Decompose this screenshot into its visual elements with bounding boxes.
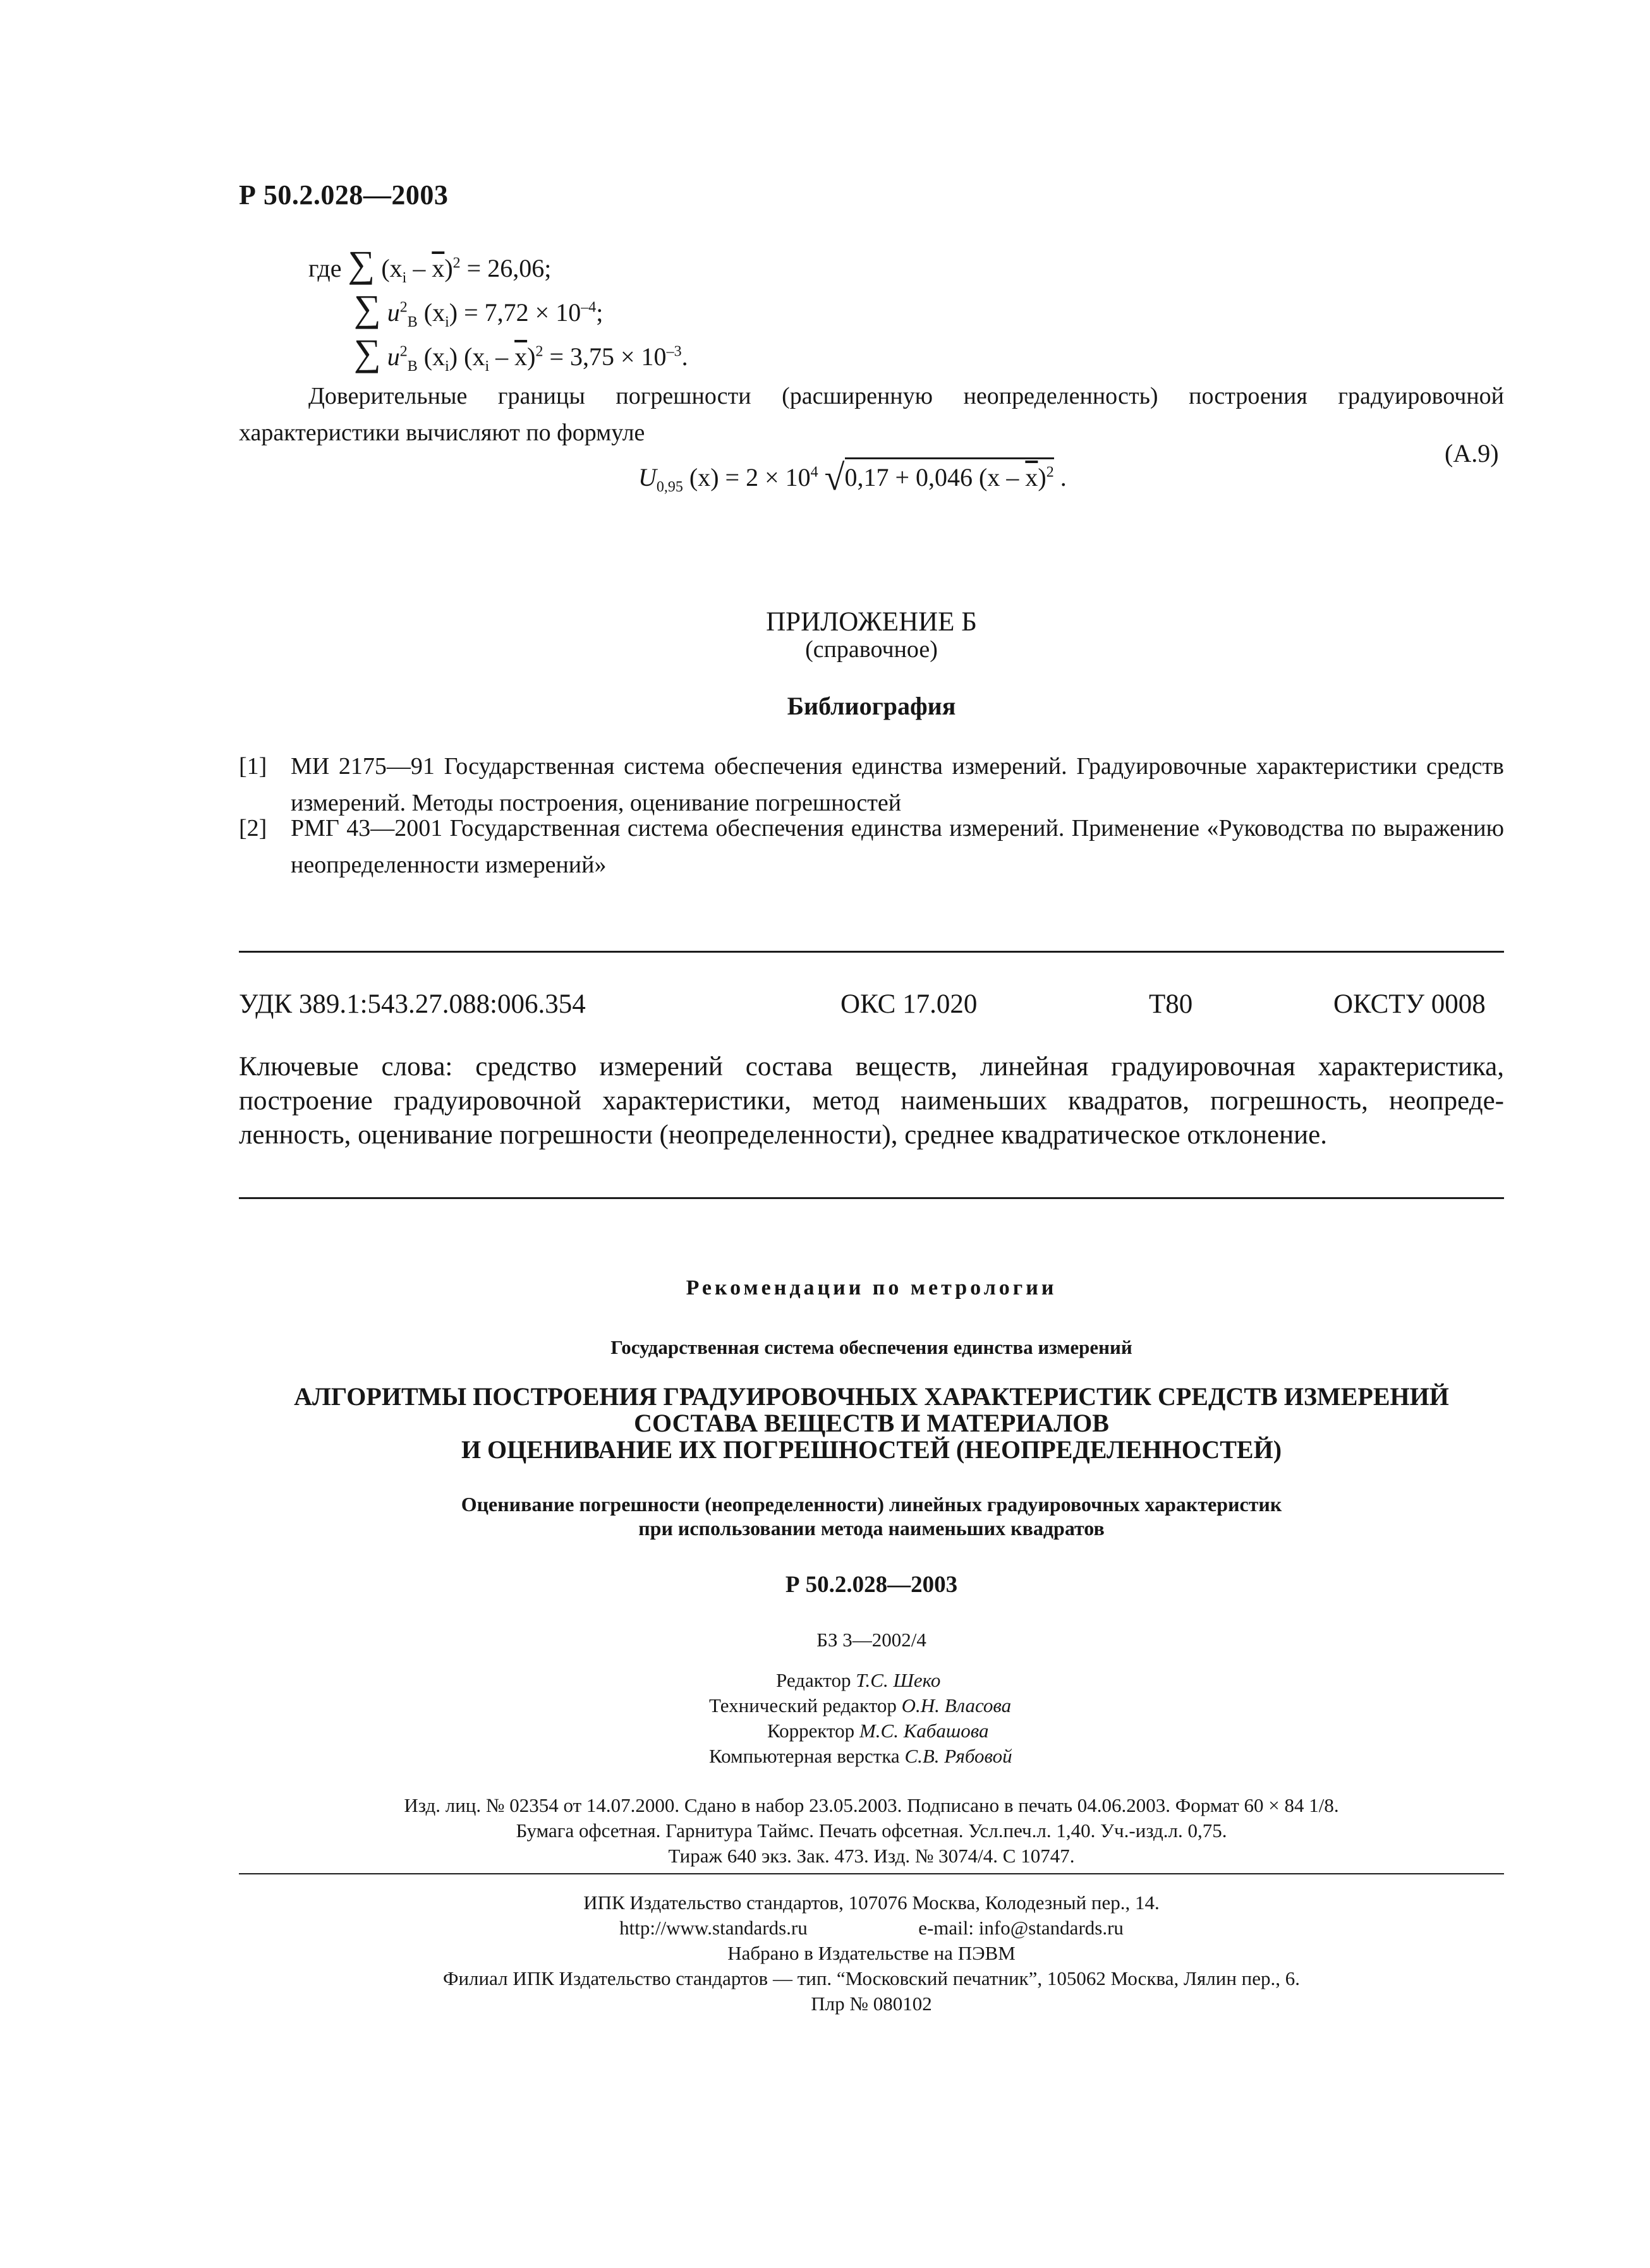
okstu-code: ОКСТУ 0008 — [1333, 989, 1486, 1019]
publication-title — [239, 1384, 1504, 1463]
credit-editor — [709, 1668, 1012, 1693]
formula-subscript: i — [485, 358, 490, 375]
formula-subscript: В — [407, 358, 418, 375]
credit-role: Корректор — [767, 1720, 859, 1742]
formula-xbar: $\overline{x}$ — [1025, 463, 1038, 492]
formula-term: ) (x — [449, 342, 485, 371]
formula-number: (А.9) — [1445, 439, 1499, 467]
formula-term: (x — [417, 298, 446, 327]
credit-role: Технический редактор — [709, 1694, 902, 1716]
formula-value: = 3,75 × 10 — [543, 342, 667, 371]
formula-term: ; — [596, 298, 604, 327]
formula-exponent: –4 — [581, 299, 597, 316]
website-link[interactable]: http://www.standards.ru — [619, 1917, 808, 1939]
radicand — [845, 457, 1054, 492]
where-label: где — [308, 254, 342, 282]
publisher-block — [239, 1890, 1504, 2017]
formula-term: (x) = 2 × 10 — [682, 463, 811, 492]
formula-sum-3 — [354, 334, 688, 375]
formula-term: u — [387, 342, 400, 371]
publisher-line: Плр № 080102 — [811, 1993, 932, 2015]
appendix-subtitle: (справочное) — [805, 636, 938, 663]
subtitle-line: при использовании метода наименьших квадратов — [638, 1517, 1105, 1540]
divider — [239, 951, 1504, 953]
formula-value: = 7,72 × 10 — [458, 298, 581, 327]
formula-sum-2 — [354, 289, 603, 331]
publisher-line: Филиал ИПК Издательство стандартов — тип. “Московский печатник”, 105062 Москва, Лялин пер., 6. — [442, 1967, 1301, 1989]
series-title: Рекомендации по метрологии — [686, 1276, 1057, 1300]
formula-subscript: В — [407, 314, 418, 330]
formula-term: 0,17 + 0,046 (x – — [844, 463, 1026, 492]
formula-subscript: i — [402, 270, 407, 286]
appendix-title: ПРИЛОЖЕНИЕ Б — [766, 607, 977, 637]
bibliography-ref-2 — [239, 810, 1504, 883]
oks-code: ОКС 17.020 — [840, 989, 978, 1019]
credit-role: Компьютерная верстка — [709, 1745, 905, 1767]
paragraph-confidence-limits: Доверительные границы погрешности (расширенную неопределенность) построения градуировочной характеристики вычисляют по формуле — [239, 383, 1504, 446]
title-line: СОСТАВА ВЕЩЕСТВ И МАТЕРИАЛОВ — [634, 1409, 1109, 1437]
credit-role: Редактор — [776, 1669, 856, 1691]
formula-value: = 26,06; — [460, 254, 552, 282]
formula-term: ) — [527, 342, 536, 371]
keywords-paragraph: Ключевые слова: средство измерений состава веществ, линейная градуировочная характеристика, построение градуировочной характеристики, метод наименьших квадратов, погрешность, неопределенность, оценивание погрешности (неопределенности), среднее квадратическое отклонение. — [239, 1052, 1504, 1150]
formula-subscript: i — [445, 358, 449, 375]
formula-power: 2 — [535, 343, 543, 360]
sigma-symbol: ∑ — [354, 287, 381, 329]
formula-term: (x — [381, 254, 403, 282]
publication-subtitle — [239, 1492, 1504, 1540]
formula-term: – — [489, 342, 515, 371]
publisher-address: ИПК Издательство стандартов, 107076 Москва, Колодезный пер., 14. — [583, 1891, 1160, 1914]
publisher-contacts — [239, 1915, 1504, 1941]
credit-name: Т.С. Шеко — [856, 1669, 941, 1691]
ref-number: [1] — [239, 753, 267, 780]
divider — [239, 1873, 1504, 1874]
formula-term: – — [406, 254, 432, 282]
credit-name: О.Н. Власова — [901, 1694, 1012, 1716]
document-code-header: Р 50.2.028—2003 — [239, 179, 449, 210]
formula-xbar: $\overline{x}$ — [432, 254, 445, 282]
credit-name: С.В. Рябовой — [904, 1745, 1012, 1767]
bibliography-heading: Библиография — [787, 692, 956, 720]
credits-block — [709, 1668, 1012, 1769]
credit-proofreader — [709, 1718, 1012, 1744]
formula-power: 4 — [810, 464, 818, 481]
formula-term: ) — [449, 298, 458, 327]
ref-text: МИ 2175—91 Государственная система обеспечения единства измерений. Градуировочные характеристики средств измерений. Методы построения, оценивание погрешностей — [291, 753, 1504, 816]
formula-power: 2 — [399, 299, 408, 316]
sigma-symbol: ∑ — [354, 332, 381, 373]
credit-name: М.С. Кабашова — [859, 1720, 989, 1742]
formula-a9 — [638, 456, 1067, 498]
publisher-line: Набрано в Издательстве на ПЭВМ — [727, 1942, 1016, 1964]
udk-code: УДК 389.1:543.27.088:006.354 — [239, 989, 586, 1019]
print-line — [239, 1793, 1504, 1818]
bz-code: БЗ 3—2002/4 — [816, 1629, 926, 1651]
formula-xbar: $\overline{x}$ — [514, 342, 528, 371]
credit-layout — [709, 1744, 1012, 1769]
ref-number: [2] — [239, 815, 267, 841]
t-code: Т80 — [1149, 989, 1193, 1019]
formula-term: u — [387, 298, 400, 327]
print-text: Изд. лиц. № 02354 от 14.07.2000. Сдано в набор 23.05.2003. Подписано в печать 04.06.2003. Формат 60 × 84 — [404, 1794, 1309, 1816]
title-line: И ОЦЕНИВАНИЕ ИХ ПОГРЕШНОСТЕЙ (НЕОПРЕДЕЛЕННОСТЕЙ) — [461, 1435, 1282, 1464]
formula-power: 2 — [399, 343, 408, 360]
formula-term: ) — [444, 254, 453, 282]
formula-term: . — [681, 342, 688, 371]
print-line: Бумага офсетная. Гарнитура Таймс. Печать офсетная. Усл.печ.л. 1,40. Уч.-изд.л. 0,75. — [516, 1819, 1227, 1842]
formula-exponent: –3 — [666, 343, 682, 360]
formula-term: U — [638, 463, 657, 492]
ref-text: РМГ 43—2001 Государственная система обеспечения единства измерений. Применение «Руководства по выражению неопределенности измерений» — [291, 815, 1504, 878]
formula-sum-1 — [308, 245, 551, 287]
publication-code: Р 50.2.028—2003 — [785, 1572, 958, 1598]
subtitle-line: Оценивание погрешности (неопределенности) линейных градуировочных характеристик — [461, 1493, 1282, 1516]
title-line: АЛГОРИТМЫ ПОСТРОЕНИЯ ГРАДУИРОВОЧНЫХ ХАРАКТЕРИСТИК СРЕДСТВ ИЗМЕРЕНИЙ — [294, 1382, 1449, 1411]
format-fraction: 1/8. — [1309, 1794, 1339, 1816]
system-title: Государственная система обеспечения единства измерений — [610, 1336, 1132, 1358]
formula-term: (x — [417, 342, 446, 371]
formula-subscript: 0,95 — [656, 479, 683, 495]
sigma-symbol: ∑ — [348, 243, 375, 285]
formula-term: ) — [1038, 463, 1046, 492]
formula-power: 2 — [1046, 464, 1054, 481]
print-line: Тираж 640 экз. Зак. 473. Изд. № 3074/4. С 10747. — [668, 1845, 1075, 1867]
formula-subscript: i — [445, 314, 449, 330]
print-details — [239, 1793, 1504, 1869]
formula-term: . — [1053, 463, 1067, 492]
credit-tech-editor — [709, 1693, 1012, 1718]
email-link[interactable]: e-mail: info@standards.ru — [918, 1917, 1124, 1939]
divider — [239, 1197, 1504, 1199]
radical-sign-icon: √ — [824, 457, 845, 498]
formula-power: 2 — [452, 255, 461, 272]
